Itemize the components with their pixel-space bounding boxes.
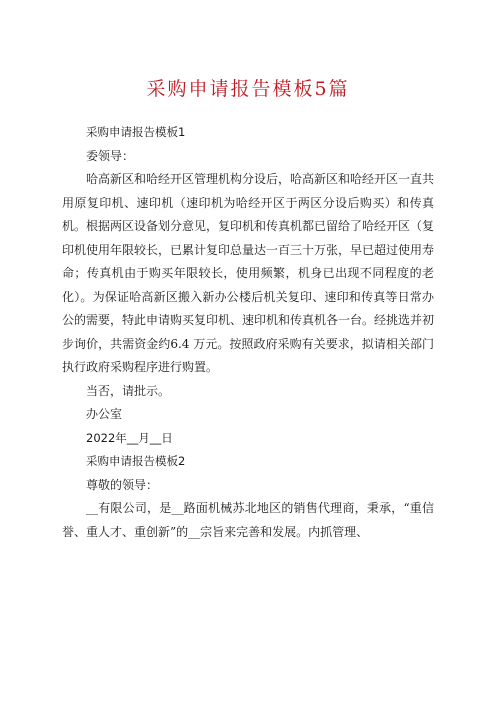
section-heading-1: 采购申请报告模板1 <box>86 125 186 139</box>
salutation-1: 委领导： <box>86 148 135 163</box>
document-title: 采购申请报告模板5篇 <box>146 78 350 100</box>
salutation-2: 尊敬的领导： <box>86 477 159 492</box>
signature-office: 办公室 <box>86 407 123 421</box>
section-heading-2: 采购申请报告模板2 <box>86 454 186 468</box>
body-paragraph-2: __有限公司，是__路面机械苏北地区的销售代理商，秉承，“重信誉、重人才、重创新”的__宗旨来完善和发展。内抓管理、 <box>62 501 434 539</box>
body-paragraph-1: 哈高新区和哈经开区管理机构分设后，哈高新区和哈经开区一直共用原复印机、速印机（速印机为哈经开区于两区分设后购买）和传真机。根据两区设备划分意见，复印机和传真机都已留给了哈经开区（复印机使用年限较长，已累计复印总量达一百三十万张，早已超过使用寿命；传真机由于购买年限较长，使用频繁，机身已出现不同程度的老化）。为保证哈高新区搬入新办公楼后机关复印、速印和传真等日常办公的需要，特此申请购买复印机、速印机和传真机各一台。经挑选并初步询价，共需资金约6.4 万元。按照政府采购有关要求，拟请相关部门执行政府采购程序进行购置。 <box>62 172 435 374</box>
request-line: 当否，请批示。 <box>86 383 171 398</box>
document-body <box>62 121 434 544</box>
signature-date: 2022年__月__日 <box>86 430 173 445</box>
